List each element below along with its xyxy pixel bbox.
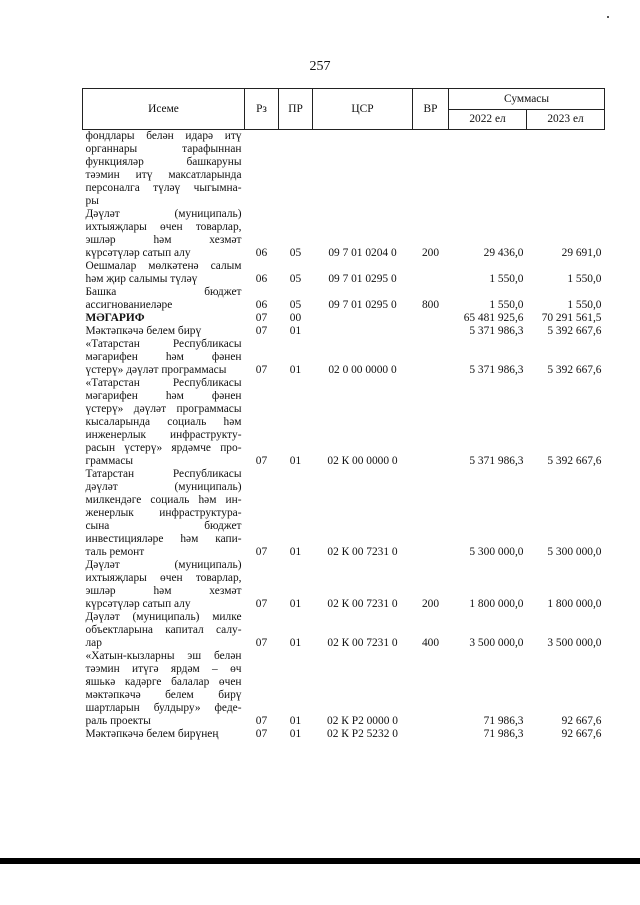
row-name-line: Дәүләт (муниципаль)	[85, 559, 242, 571]
table-row	[83, 208, 605, 260]
row-name-line: раль проекты	[85, 715, 151, 727]
row-name-line: тәэмин итүгә ярдәм – өч	[85, 663, 242, 675]
row-name-line: сына бюджет	[85, 520, 242, 532]
row-name-line: шартларын булдыру» феде-	[85, 702, 242, 714]
row-csr: 02 К Р2 5232 0	[327, 728, 398, 740]
row-pr: 00	[289, 312, 302, 324]
row-rz: 06	[255, 299, 268, 311]
row-name-line: үстерү» дәүләт программасы	[85, 364, 227, 376]
col-header-year-2022: 2022 ел	[449, 110, 527, 130]
row-vr: 800	[421, 299, 440, 311]
row-vr	[413, 338, 449, 377]
row-name-line: үстерү» дәүләт программасы	[85, 403, 242, 415]
row-csr: 02 0 00 0000 0	[328, 364, 397, 376]
row-amount-2022: 1 550,0	[489, 299, 524, 311]
row-name-line: «Татарстан Республикасы	[85, 338, 242, 350]
row-pr: 01	[289, 364, 302, 376]
row-rz: 07	[255, 364, 268, 376]
row-amount-2023: 1 550,0	[567, 273, 602, 285]
col-header-year-2023: 2023 ел	[527, 110, 605, 130]
table-row	[83, 286, 605, 312]
row-vr	[413, 312, 449, 325]
row-vr	[413, 325, 449, 338]
row-vr	[413, 468, 449, 559]
row-pr: 05	[289, 247, 302, 259]
row-name-line: Мәктәпкәчә белем бирүнең	[85, 728, 219, 740]
row-csr: 02 К Р2 0000 0	[327, 715, 398, 727]
page-bottom-border	[0, 858, 640, 864]
row-name-line: фондлары белән идарә итү	[85, 130, 242, 142]
table-row	[83, 728, 605, 741]
table-row	[83, 650, 605, 728]
row-amount-2022: 71 986,3	[483, 728, 524, 740]
row-csr: 02 К 00 7231 0	[327, 637, 398, 649]
row-name-line: мәгарифен һәм фәнен	[85, 390, 242, 402]
col-header-name: Исеме	[83, 89, 245, 130]
row-vr	[413, 728, 449, 741]
row-name	[83, 312, 245, 325]
row-rz: 06	[255, 247, 268, 259]
row-pr	[279, 130, 313, 209]
row-csr: 09 7 01 0295 0	[328, 273, 397, 285]
row-pr: 01	[289, 715, 302, 727]
row-name	[83, 338, 245, 377]
row-name-line: Дәүләт (муниципаль)	[85, 208, 242, 220]
row-name-line: «Татарстан Республикасы	[85, 377, 242, 389]
row-pr: 01	[289, 455, 302, 467]
row-name-line: күрсәтүләр сатып алу	[85, 247, 191, 259]
row-amount-2023: 1 800 000,0	[547, 598, 602, 610]
table-row	[83, 312, 605, 325]
row-name-line: граммасы	[85, 455, 134, 467]
row-name-line: күрсәтүләр сатып алу	[85, 598, 191, 610]
page-number: 257	[309, 59, 331, 74]
row-name-line: тәэмин итү максатларында	[85, 169, 242, 181]
row-name-line: Татарстан Республикасы	[85, 468, 242, 480]
row-amount-2023: 70 291 561,5	[541, 312, 602, 324]
row-csr	[313, 130, 413, 209]
row-name-line: органнары тарафыннан	[85, 143, 242, 155]
row-name	[83, 728, 245, 741]
row-amount-2023: 5 392 667,6	[547, 364, 602, 376]
row-amount-2022: 5 371 986,3	[469, 455, 524, 467]
table-row	[83, 468, 605, 559]
row-rz: 07	[255, 325, 268, 337]
row-name-line: яшькә кадәрге балалар өчен	[85, 676, 242, 688]
row-vr: 400	[421, 637, 440, 649]
row-name	[83, 208, 245, 260]
row-vr: 200	[421, 598, 440, 610]
row-name-line: һәм җир салымы түләү	[85, 273, 198, 285]
row-vr	[413, 377, 449, 468]
row-pr: 05	[289, 299, 302, 311]
row-name-line: Башка бюджет	[85, 286, 242, 298]
row-name-line: эшләр һәм хезмәт	[85, 585, 242, 597]
row-name-line: ры	[85, 195, 99, 207]
row-name	[83, 559, 245, 611]
col-header-vr: ВР	[413, 89, 449, 130]
row-pr: 01	[289, 637, 302, 649]
row-amount-2022: 1 550,0	[489, 273, 524, 285]
row-pr: 01	[289, 728, 302, 740]
table-row	[83, 611, 605, 650]
row-name	[83, 611, 245, 650]
row-name-line: таль ремонт	[85, 546, 145, 558]
row-name-line: кысаларында социаль һәм	[85, 416, 242, 428]
row-rz: 07	[255, 312, 268, 324]
row-name-line: ассигнованиеләре	[85, 299, 173, 311]
row-rz: 07	[255, 546, 268, 558]
row-csr: 09 7 01 0204 0	[328, 247, 397, 259]
row-amount-2022	[449, 130, 527, 209]
row-name	[83, 130, 245, 209]
row-amount-2023: 92 667,6	[561, 715, 602, 727]
row-name-line: милкендәге социаль һәм ин-	[85, 494, 242, 506]
row-name-line: МӘГАРИФ	[85, 312, 145, 324]
row-csr: 02 К 00 0000 0	[327, 455, 398, 467]
row-name-line: функцияләр башкаруны	[85, 156, 242, 168]
row-name-line: инженерлык инфраструкту-	[85, 429, 242, 441]
row-amount-2022: 5 371 986,3	[469, 325, 524, 337]
row-amount-2023: 1 550,0	[567, 299, 602, 311]
row-amount-2022: 29 436,0	[483, 247, 524, 259]
row-rz: 07	[255, 637, 268, 649]
row-name-line: лар	[85, 637, 102, 649]
row-amount-2022: 65 481 925,6	[463, 312, 524, 324]
row-pr: 05	[289, 273, 302, 285]
row-rz: 07	[255, 455, 268, 467]
row-name-line: объектларына капитал салу-	[85, 624, 242, 636]
row-csr: 02 К 00 7231 0	[327, 598, 398, 610]
row-name-line: инвестицияләре һәм капи-	[85, 533, 242, 545]
row-name-line: эшләр һәм хезмәт	[85, 234, 242, 246]
row-name-line: мәгарифен һәм фәнен	[85, 351, 242, 363]
row-vr	[413, 130, 449, 209]
row-amount-2022: 1 800 000,0	[469, 598, 524, 610]
budget-table	[82, 88, 605, 741]
col-header-rz: Рз	[245, 89, 279, 130]
scan-speck	[607, 16, 609, 18]
row-name	[83, 325, 245, 338]
row-name-line: ихтыяҗлары өчен товарлар,	[85, 221, 242, 233]
row-name	[83, 468, 245, 559]
row-rz: 07	[255, 715, 268, 727]
row-name	[83, 260, 245, 286]
row-amount-2023: 5 392 667,6	[547, 455, 602, 467]
row-name-line: дәүләт (муниципаль)	[85, 481, 242, 493]
row-name-line: расын үстерү» ярдәмче про-	[85, 442, 242, 454]
row-csr	[313, 312, 413, 325]
row-name	[83, 286, 245, 312]
row-amount-2022: 5 300 000,0	[469, 546, 524, 558]
row-name-line: мәктәпкәчә белем бирү	[85, 689, 242, 701]
table-row	[83, 130, 605, 209]
row-csr	[313, 325, 413, 338]
row-rz: 06	[255, 273, 268, 285]
row-pr: 01	[289, 325, 302, 337]
table-row	[83, 325, 605, 338]
row-name-line: персоналга түләү чыгымна-	[85, 182, 242, 194]
row-name	[83, 650, 245, 728]
row-name-line: Оешмалар мөлкәтенә салым	[85, 260, 242, 272]
row-name-line: женерлык инфраструктура-	[85, 507, 242, 519]
row-rz: 07	[255, 728, 268, 740]
table-row	[83, 260, 605, 286]
row-amount-2022: 5 371 986,3	[469, 364, 524, 376]
row-amount-2023: 29 691,0	[561, 247, 602, 259]
row-amount-2023: 5 300 000,0	[547, 546, 602, 558]
row-name-line: ихтыяҗлары өчен товарлар,	[85, 572, 242, 584]
row-pr: 01	[289, 598, 302, 610]
table-row	[83, 338, 605, 377]
row-vr	[413, 260, 449, 286]
row-vr: 200	[421, 247, 440, 259]
row-name-line: Мәктәпкәчә белем бирү	[85, 325, 202, 337]
table-row	[83, 559, 605, 611]
row-rz: 07	[255, 598, 268, 610]
row-csr: 02 К 00 7231 0	[327, 546, 398, 558]
col-header-csr: ЦСР	[313, 89, 413, 130]
row-amount-2022: 3 500 000,0	[469, 637, 524, 649]
row-name-line: Дәүләт (муниципаль) милке	[85, 611, 242, 623]
row-amount-2023	[527, 130, 605, 209]
row-rz	[245, 130, 279, 209]
row-pr: 01	[289, 546, 302, 558]
table-body	[83, 130, 605, 742]
col-header-sums: Суммасы	[449, 89, 605, 110]
row-amount-2023: 92 667,6	[561, 728, 602, 740]
row-name	[83, 377, 245, 468]
row-amount-2023: 3 500 000,0	[547, 637, 602, 649]
row-csr: 09 7 01 0295 0	[328, 299, 397, 311]
row-amount-2023: 5 392 667,6	[547, 325, 602, 337]
table-row	[83, 377, 605, 468]
row-vr	[413, 650, 449, 728]
row-name-line: «Хатын-кызларны эш белән	[85, 650, 242, 662]
row-amount-2022: 71 986,3	[483, 715, 524, 727]
col-header-pr: ПР	[279, 89, 313, 130]
